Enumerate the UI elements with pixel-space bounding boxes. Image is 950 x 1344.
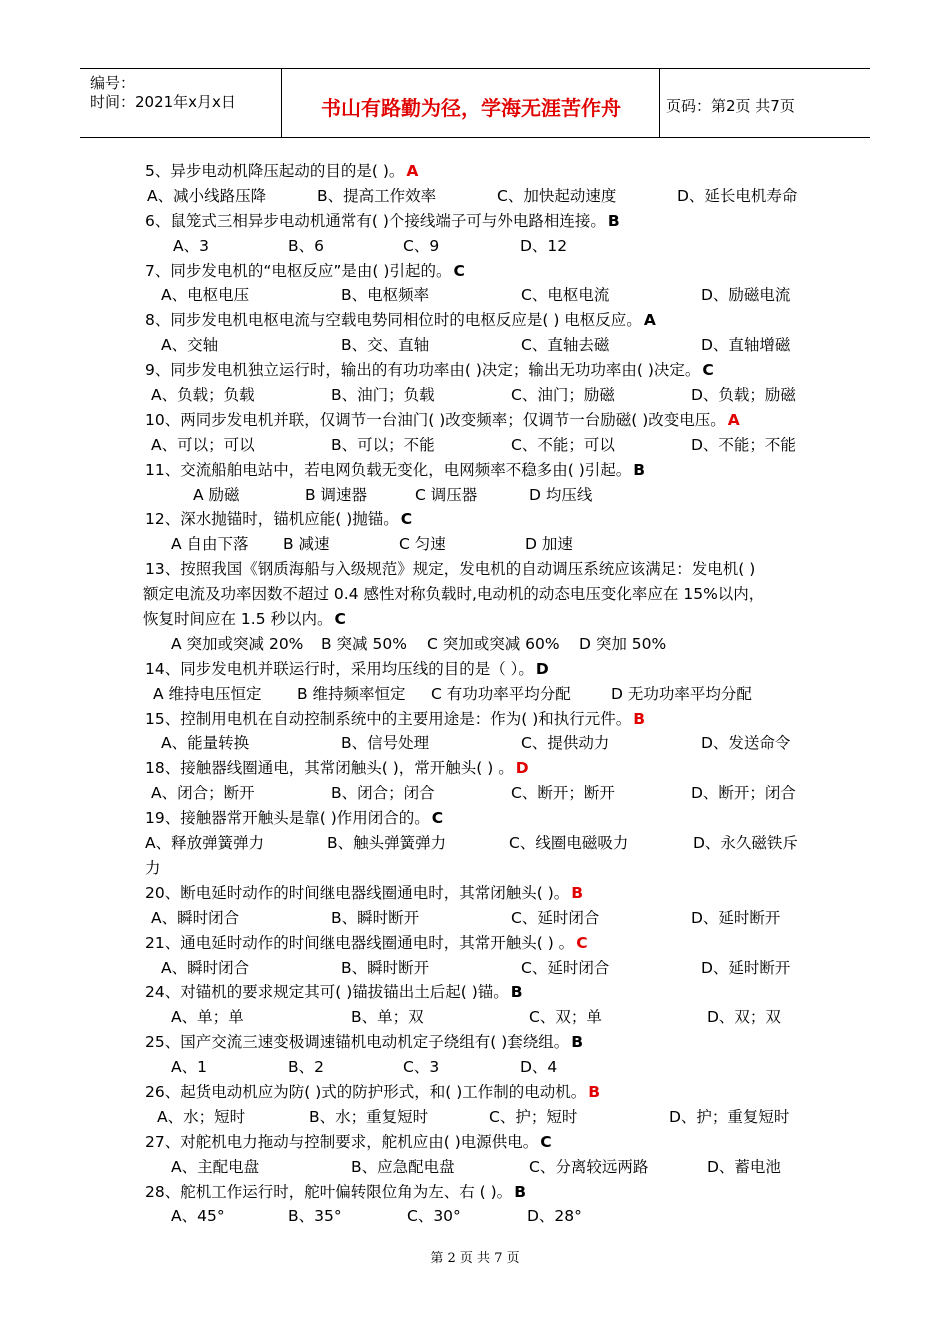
question-stem [145,408,825,433]
option: C 突加或突减 60% [427,634,560,653]
options-row [145,1155,825,1180]
answer-key: C [702,361,714,380]
question-text: 24、对锚机的要求规定其可( )锚拔锚出土后起( )锚。 [145,983,509,1002]
option: C、断开；断开 [511,784,615,803]
answer-key: B [607,211,620,230]
answer-key: B [588,1082,601,1101]
option: B、可以；不能 [331,435,435,454]
option: A、闭合；断开 [151,784,255,803]
option: C 调压器 [415,485,478,504]
options-row [145,234,825,259]
option: D、双；双 [707,1008,781,1027]
question-text: 28、舵机工作运行时，舵叶偏转限位角为左、右 ( )。 [145,1182,513,1201]
answer-key: B [510,983,523,1002]
option: D、4 [520,1058,558,1077]
option: A、释放弹簧弹力 [145,834,265,853]
answer-key: D [535,659,549,678]
question-stem [145,707,825,732]
options-row [145,1055,825,1080]
option: B、2 [288,1058,324,1077]
options-row [145,184,825,209]
option: B、触头弹簧弹力 [327,834,447,853]
option: A 励磁 [193,485,240,504]
question-stem [145,259,825,284]
option: B、提高工作效率 [317,186,437,205]
option: B、瞬时断开 [331,908,420,927]
question-text: 15、控制用电机在自动控制系统中的主要用途是：作为( )和执行元件。 [145,709,632,728]
option: B、6 [288,236,324,255]
question-stem [145,657,825,682]
question-text: 10、两同步发电机并联，仅调节一台油门( )改变频率；仅调节一台励磁( )改变电压。 [145,410,726,429]
option: B、闭合；闭合 [331,784,435,803]
option: B、35° [288,1207,342,1226]
question-text: 12、深水抛锚时，锚机应能( )抛锚。 [145,510,399,529]
option: C、9 [403,236,440,255]
question-text: 13、按照我国《钢质海船与入级规范》规定，发电机的自动调压系统应该满足：发电机( ) [145,560,756,579]
option: D、28° [527,1207,582,1226]
option: C、加快起动速度 [497,186,617,205]
option: A 突加或突减 20% [171,634,304,653]
options-row [145,283,825,308]
option: B、水；重复短时 [309,1107,429,1126]
option: A、水；短时 [157,1107,246,1126]
options-row [145,781,825,806]
option: C 匀速 [399,535,446,554]
question-text: 14、同步发电机并联运行时，采用均压线的目的是（ ）。 [145,659,534,678]
answer-key: C [453,261,465,280]
question-list [145,159,825,1229]
option: C、分离较远两路 [529,1157,649,1176]
option: A、主配电盘 [171,1157,260,1176]
option-wrap: 力 [145,858,161,877]
question-stem [145,756,825,781]
question-stem [145,881,825,906]
options-row [145,831,825,856]
option: D、负载；励磁 [691,386,796,405]
option: C、不能；可以 [511,435,615,454]
time-label: 时间：2021年x月x日 [90,93,236,111]
option: D、护；重复短时 [669,1107,790,1126]
option: A、可以；可以 [151,435,255,454]
option: C、线圈电磁吸力 [509,834,629,853]
option: D 均压线 [529,485,593,504]
option: B 维持频率恒定 [297,684,406,703]
question-text: 7、同步发电机的“电枢反应”是由( )引起的。 [145,261,452,280]
option: C、3 [403,1058,440,1077]
question-text: 9、同步发电机独立运行时，输出的有功功率由( )决定；输出无功功率由( )决定。 [145,361,701,380]
question-stem [145,557,825,582]
question-continuation [143,607,825,632]
header-motto: 书山有路勤为径，学海无涯苦作舟 [283,69,660,137]
option: B、单；双 [351,1008,424,1027]
option: B、电枢频率 [341,286,430,305]
options-row [145,1105,825,1130]
question-stem [145,358,825,383]
answer-key: A [727,410,740,429]
question-text: 8、同步发电机电枢电流与空载电势同相位时的电枢反应是( ) 电枢反应。 [145,311,642,330]
answer-key: C [431,809,444,828]
option: A、负载；负载 [151,386,255,405]
option: D 无功功率平均分配 [611,684,752,703]
question-text: 6、鼠笼式三相异步电动机通常有( )个接线端子可与外电路相连接。 [145,211,606,230]
option: A、减小线路压降 [147,186,267,205]
option: D、蓄电池 [707,1157,781,1176]
answer-key: C [576,933,588,952]
option: C、提供动力 [521,734,610,753]
question-stem [145,1080,825,1105]
option: B 减速 [283,535,330,554]
question-stem [145,1130,825,1155]
option: B、信号处理 [341,734,430,753]
options-row [145,956,825,981]
options-row [145,333,825,358]
question-continuation [143,582,825,607]
header-page-label: 页码：第2页 共7页 [666,96,795,115]
options-row [145,1204,825,1229]
question-text: 恢复时间应在 1.5 秒以内。 [143,610,333,629]
option: D 突加 50% [579,634,667,653]
question-text: 27、对舵机电力拖动与控制要求，舵机应由( )电源供电。 [145,1132,539,1151]
option: C、双；单 [529,1008,602,1027]
answer-key: B [514,1182,527,1201]
page-header [80,68,870,138]
question-stem [145,209,825,234]
option: C、护；短时 [489,1107,578,1126]
options-row [145,532,825,557]
answer-key: C [400,510,413,529]
question-stem [145,159,825,184]
option: B 突减 50% [321,634,407,653]
question-text: 11、交流船舶电站中，若电网负载无变化，电网频率不稳多由( )引起。 [145,460,632,479]
question-text: 25、国产交流三速变极调速锚机电动机定子绕组有( )套绕组。 [145,1033,570,1052]
option: B、应急配电盘 [351,1157,455,1176]
option: C、电枢电流 [521,286,610,305]
options-row [145,906,825,931]
question-stem [145,806,825,831]
question-text: 21、通电延时动作的时间继电器线圈通电时，其常开触头( ) 。 [145,933,575,952]
option: A 自由下落 [171,535,249,554]
question-stem [145,980,825,1005]
option: B 调速器 [305,485,368,504]
options-row [145,483,825,508]
option: A、3 [173,236,209,255]
option: B、油门；负载 [331,386,435,405]
option: D、断开；闭合 [691,784,796,803]
options-row [145,682,825,707]
option: D、不能；不能 [691,435,796,454]
option: C、油门；励磁 [511,386,615,405]
option: C 有功功率平均分配 [431,684,571,703]
option: C、30° [407,1207,461,1226]
answer-key: A [643,311,656,330]
option: A、电枢电压 [161,286,250,305]
answer-key: B [571,1033,584,1052]
question-text: 18、接触器线圈通电，其常闭触头( )，常开触头( ) 。 [145,759,514,778]
answer-key: A [406,162,419,180]
option: A、1 [171,1058,207,1077]
option: C、延时闭合 [521,958,610,977]
question-stem [145,1180,825,1205]
question-text: 额定电流及功率因数不超过 0.4 感性对称负载时,电动机的动态电压变化率应在 15%以内， [143,585,765,604]
answer-key: B [633,709,646,728]
option: A、能量转换 [161,734,250,753]
option: A、45° [171,1207,225,1226]
option: D、延长电机寿命 [677,186,798,205]
option: C、延时闭合 [511,908,600,927]
option: C、直轴去磁 [521,336,610,355]
option: B、交、直轴 [341,336,430,355]
question-text: 5、异步电动机降压起动的目的是( )。 [145,162,405,180]
code-label: 编号： [90,74,136,92]
page-footer: 第 2 页 共 7 页 [430,1251,520,1266]
option: D、延时断开 [691,908,781,927]
question-text: 19、接触器常开触头是靠( )作用闭合的。 [145,809,430,828]
option: A、单；单 [171,1008,244,1027]
option: D、永久磁铁斥 [693,834,798,853]
answer-key: B [571,883,584,902]
question-stem [145,1030,825,1055]
options-row [145,383,825,408]
question-text: 20、断电延时动作的时间继电器线圈通电时，其常闭触头( )。 [145,883,570,902]
options-row [145,433,825,458]
answer-key: D [515,759,529,778]
option: B、瞬时断开 [341,958,430,977]
option: A、瞬时闭合 [161,958,250,977]
options-row [145,632,825,657]
answer-key: B [633,460,646,479]
option: D、延时断开 [701,958,791,977]
option: D 加速 [525,535,573,554]
answer-key: C [334,610,346,629]
option: A、瞬时闭合 [151,908,240,927]
header-meta [80,69,282,137]
option: A 维持电压恒定 [153,684,262,703]
option: D、发送命令 [701,734,791,753]
options-row [145,1005,825,1030]
answer-key: C [540,1132,552,1151]
option: D、12 [520,236,568,255]
question-stem [145,308,825,333]
question-text: 26、起货电动机应为防( )式的防护形式，和( )工作制的电动机。 [145,1082,587,1101]
question-stem [145,507,825,532]
question-stem [145,931,825,956]
options-row [145,731,825,756]
question-stem [145,458,825,483]
option: D、励磁电流 [701,286,791,305]
option: D、直轴增磁 [701,336,791,355]
option: A、交轴 [161,336,219,355]
